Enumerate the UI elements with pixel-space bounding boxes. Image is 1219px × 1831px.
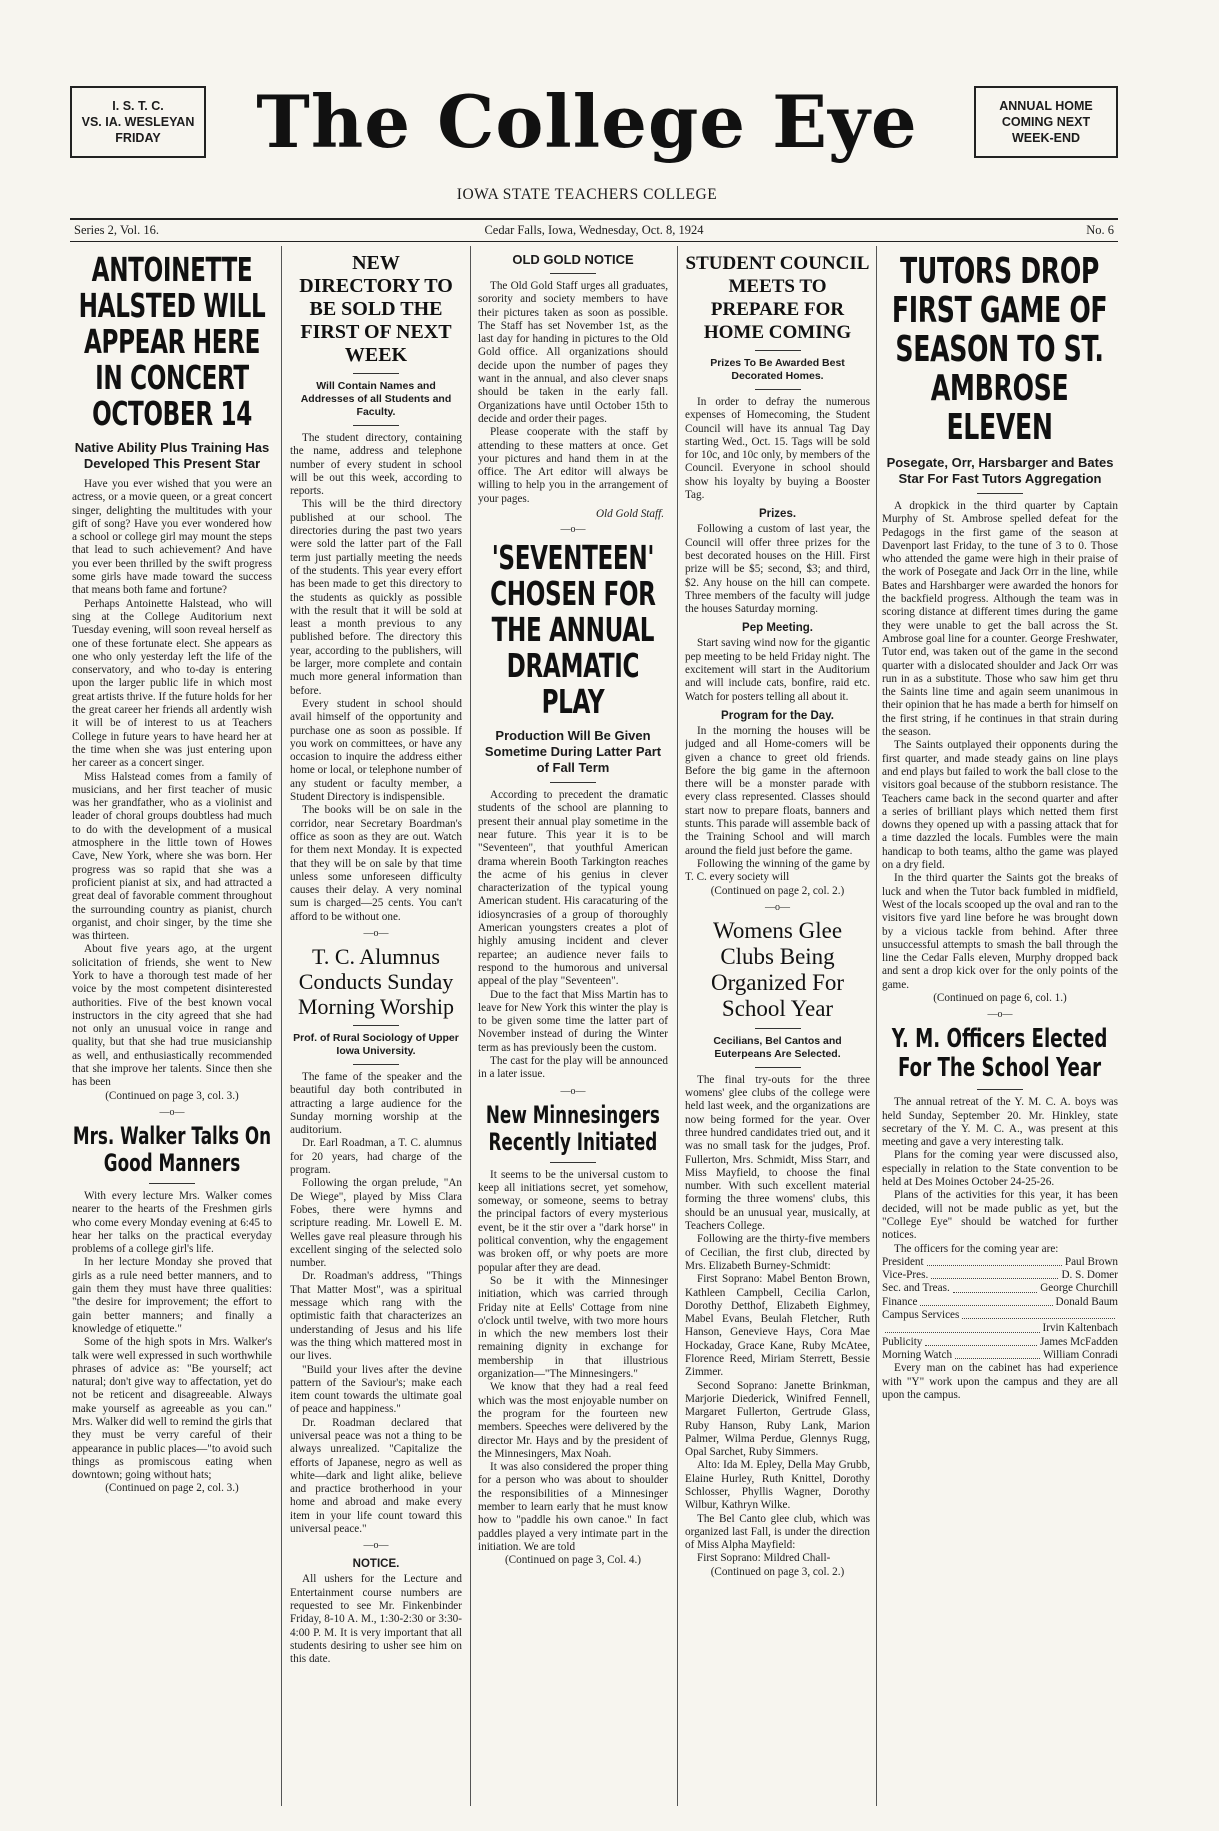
officer-name: D. S. Domer xyxy=(1061,1269,1118,1282)
officer-role: Campus Services xyxy=(882,1309,960,1322)
ymca-paragraph: The officers for the coming year are: xyxy=(894,1242,1059,1255)
tutors-headline: TUTORS DROP FIRST GAME OF SEASON TO ST. AMBROSE ELEVEN xyxy=(892,252,1108,448)
ymca-paragraph: Every man on the cabinet has had experience with "Y" work upon the campus and they are all upon the campus. xyxy=(882,1362,1118,1401)
ymca-closing xyxy=(882,1362,1118,1402)
separator xyxy=(977,493,1023,494)
glee-paragraph: First Soprano: Mildred Chall- xyxy=(697,1552,831,1565)
glee-paragraph: Second Soprano: Janette Brinkman, Marjorie Diederick, Winifred Fennell, Margaret Fullerton, Gertrude Glass, Ruby Hanson, Ruby Lank, Marion Palmer, Wilma Perdue, Glennys Rugg, Opal Sarchet, Ruby Simmers. xyxy=(685,1379,870,1459)
ear-left-line: FRIDAY xyxy=(115,131,161,145)
walker-continued: (Continued on page 2, col. 3.) xyxy=(105,1482,239,1495)
officer-role: Finance xyxy=(882,1295,918,1308)
old-gold-paragraph: The Old Gold Staff urges all graduates, sorority and society members to have their pictures taken as soon as possible. The Staff has set November 1st, as the last day for handing in pictures to the Old Gold office. All organizations should decide upon the number of pages they want in the annual, and also clever snaps should be taken in the early fall. Organizations have until October 15th to decide and order their pages. xyxy=(478,280,668,425)
officer-name: George Churchill xyxy=(1040,1282,1118,1295)
glee-continued: (Continued on page 3, col. 2.) xyxy=(710,1565,845,1578)
separator: —o— xyxy=(987,1009,1013,1021)
column-1 xyxy=(72,252,272,1804)
column-rule xyxy=(876,246,877,1806)
officer-name: Irvin Kaltenbach xyxy=(1042,1322,1118,1335)
ear-box-right xyxy=(974,86,1118,158)
separator xyxy=(977,1089,1023,1090)
officer-row xyxy=(882,1256,1118,1269)
separator xyxy=(353,1025,399,1026)
tutors-paragraph: The Saints outplayed their opponents during the first quarter, and made steady gains on line plays and end plays but failed to work the ball close to the visitors goal because of the stubborn resistance. The Teachers came back in the second quarter and after a series of brilliant plays which netted them first downs they opened up with a passing attack that for a time dazzled the locals. Fumbles were the main handicap to both teams, altho the game was played on a dry field. xyxy=(882,739,1118,872)
alumnus-paragraph: Following the organ prelude, "An De Wiege", played by Miss Clara Fobes, there were hymns and scripture reading. Mr. Lowell E. M. Welles gave real pleasure through his excellent singing of the selected solo number. xyxy=(290,1177,462,1270)
separator xyxy=(550,1162,596,1163)
officer-row xyxy=(882,1296,1118,1309)
officer-role: President xyxy=(882,1255,924,1268)
council-paragraph: Start saving wind now for the gigantic pep meeting to be held Friday night. The excitement will start in the Auditorium and will include cats, bonfire, raid etc. Watch for posters telling all about it. xyxy=(685,637,870,703)
notice-body xyxy=(290,1573,462,1666)
glee-paragraph: Alto: Ida M. Epley, Della May Grubb, Elaine Hurley, Ruth Knittel, Dorothy Schlosser, Phyllis Wagner, Dorothy Wilbur, Kathryn Wilke. xyxy=(685,1459,870,1512)
minnesingers-continued: (Continued on page 3, Col. 4.) xyxy=(504,1554,642,1567)
officer-role: Morning Watch xyxy=(882,1348,953,1361)
council-deck: Prizes To Be Awarded Best Decorated Homes. xyxy=(710,357,845,382)
notice-headline: NOTICE. xyxy=(352,1558,400,1571)
separator xyxy=(353,373,399,374)
seventeen-body xyxy=(478,789,668,1082)
glee-paragraph: Following are the thirty-five members of Cecilian, the first club, directed by Mrs. Elizabeth Burney-Schmidt: xyxy=(685,1233,870,1272)
walker-headline: Mrs. Walker Talks On Good Manners xyxy=(72,1121,272,1177)
council-body xyxy=(685,396,870,898)
old-gold-body xyxy=(478,280,668,506)
alumnus-paragraph: Dr. Earl Roadman, a T. C. alumnus for 20 years, had charge of the program. xyxy=(290,1137,462,1177)
council-paragraph: In the morning the houses will be judged and all Home-comers will be given a chance to greet old friends. Before the big game in the afternoon there will be a monster parade with every class represented. Classes should start now to prepare floats, banners and stunts. This parade will assemble back of the Training School and will march around the field just before the game. xyxy=(685,724,870,857)
glee-paragraph: The Bel Canto glee club, which was organized last Fall, is under the direction of Miss Alpha Mayfield: xyxy=(685,1512,870,1552)
officer-role: Publicity xyxy=(882,1335,923,1348)
ear-left-line: I. S. T. C. xyxy=(112,99,164,113)
walker-paragraph: Some of the high spots in Mrs. Walker's talk were well expressed in such worthwhile phrases of advice as: "Be yourself; act natural; don't give way to affectation, yet do not be reticent and disagreeable. Always make yourself as agreeable as you can." Mrs. Walker did well to remind the girls that they must be verry careful of their appearance in public places—"to avoid such things as promiscous eating when downtown; going without hats; xyxy=(72,1336,272,1482)
issue-date: Cedar Falls, Iowa, Wednesday, Oct. 8, 1924 xyxy=(484,223,704,237)
council-subhead: Program for the Day. xyxy=(721,709,834,722)
directory-paragraph: The books will be on sale in the corridor, near Secretary Boardman's office as soon as they are out. Watch for them next Monday. It is expected that they will be on sale by that time unless some unforeseen difficulty causes their delay. A very nominal sum is charged—25 cents. You can't afford to be without one. xyxy=(290,804,462,923)
column-rule xyxy=(281,246,282,1806)
glee-headline: Womens Glee Clubs Being Organized For School Year xyxy=(710,917,845,1021)
glee-body xyxy=(685,1074,870,1579)
column-3 xyxy=(478,252,668,1804)
seventeen-paragraph: Due to the fact that Miss Martin has to leave for New York this winter the play is to be given some time the latter part of November instead of during the Winter term as has previously been the custom. xyxy=(478,988,668,1054)
separator xyxy=(755,350,801,351)
separator: —o— xyxy=(560,1085,586,1097)
separator: —o— xyxy=(560,524,586,536)
halsted-deck: Native Ability Plus Training Has Developed This Present Star xyxy=(74,440,270,471)
ear-right-line: WEEK-END xyxy=(1011,131,1081,145)
separator xyxy=(353,425,399,426)
minnesingers-paragraph: It seems to be the universal custom to keep all initiations secret, yet somehow, someway, or someone, seems to betray the principal factors of every mysterious event, be it the stir over a "dark horse" in political convention, why the engagement was broken off, or why poets are more popular after they are dead. xyxy=(478,1168,668,1274)
officer-row xyxy=(882,1336,1118,1349)
ymca-headline: Y. M. Officers Elected For The School Year xyxy=(892,1024,1108,1084)
glee-paragraph: The final try-outs for the three womens' glee clubs of the college were held last week, and the organizations are now being formed for the year. Over three hundred candidates tried out, and it was no small task for the judges, Prof. Fullerton, Mrs. Schmidt, Miss Starr, and Miss Mayfield, to choose the final number. With such excellent material forming the three womens' clubs, this should be an unusual year, musically, at Teachers College. xyxy=(685,1073,870,1233)
council-continued: (Continued on page 2, col. 2.) xyxy=(710,884,845,897)
alumnus-paragraph: Dr. Roadman's address, "Things That Matter Most", was a spiritual message which rang with the optimistic faith that characterizes an understanding of Jesus and his life was the thing which mattered most in our lives. xyxy=(290,1270,462,1363)
alumnus-paragraph: "Build your lives after the devine pattern of the Saviour's; make each item count towards the ultimate goal of peace and happiness." xyxy=(290,1363,462,1416)
council-headline: STUDENT COUNCIL MEETS TO PREPARE FOR HOME COMING xyxy=(685,253,870,343)
minnesingers-body xyxy=(478,1169,668,1568)
separator: —o— xyxy=(363,927,389,939)
council-subhead: Pep Meeting. xyxy=(742,622,813,635)
glee-paragraph: First Soprano: Mabel Benton Brown, Kathleen Campbell, Cecilia Carlon, Dorothy Detthof, Elizabeth Eighmey, Mabel Evans, Beulah Fletcher, Ruth Hanson, Genevieve Hays, Cora Mae Hockaday, Grace Kane, Ruby McAtee, Florence Reed, Miriam Sterrett, Bessie Zimmer. xyxy=(685,1273,870,1379)
alumnus-deck: Prof. of Rural Sociology of Upper Iowa University. xyxy=(293,1031,459,1057)
halsted-headline: ANTOINETTE HALSTED WILL APPEAR HERE IN CONCERT OCTOBER 14 xyxy=(78,252,266,433)
directory-paragraph: The student directory, containing the name, address and telephone number of every student in school will be out this week, according to reports. xyxy=(290,432,462,498)
officer-role: Sec. and Treas. xyxy=(882,1282,950,1295)
column-4 xyxy=(685,252,870,1804)
officer-row xyxy=(882,1309,1118,1322)
council-paragraph: In order to defray the numerous expenses of Homecoming, the Student Council will have its annual Tag Day starting Wed., Oct. 15. Tags will be sold for 10c, and 10c only, by members of the Council. Everyone in school should show his loyalty by buying a Booster Tag. xyxy=(685,396,870,502)
halsted-paragraph: Perhaps Antoinette Halstead, who will sing at the College Auditorium next Tuesday evening, will soon reveal herself as one of these fortunate elect. She appears as one who only yesterday left the life of the conservatory, and who to-day is entering upon the larger public life in which most great artists thrive. If the future holds for her the great career her friends all ardently wish it will be of interest to us at Teachers College in future years to have heard her at the time when she was just entering upon her career as a concert singer. xyxy=(72,597,272,770)
newspaper-subtitle: IOWA STATE TEACHERS COLLEGE xyxy=(456,186,718,203)
separator xyxy=(353,1064,399,1065)
masthead-rule-top xyxy=(70,218,1118,220)
officer-role: Vice-Pres. xyxy=(882,1269,929,1282)
ymca-paragraph: Plans for the coming year were discussed also, especially in relation to the State convention to be held at Des Moines October 24-25-26. xyxy=(882,1149,1118,1189)
ymca-paragraph: Plans of the activities for this year, it has been decided, will not be made public as yet, but the "College Eye" should be watched for further notices. xyxy=(882,1189,1118,1242)
walker-paragraph: With every lecture Mrs. Walker comes nearer to the hearts of the Freshmen girls who come every Monday evening at 6:45 to hear her talks on the practical everyday problems of a college girl's life. xyxy=(72,1189,272,1256)
ear-right-line: ANNUAL HOME xyxy=(999,99,1093,113)
alumnus-headline: T. C. Alumnus Conducts Sunday Morning Worship xyxy=(297,943,455,1019)
officer-row xyxy=(882,1322,1118,1335)
officer-row xyxy=(882,1282,1118,1295)
officer-name: James McFadden xyxy=(1040,1335,1118,1348)
separator xyxy=(755,389,801,390)
minnesingers-paragraph: So be it with the Minnesinger initiation, which was carried through Friday nite at Eells' Cottage from nine o'clock until twelve, with two more hours in which the new members lost their remaining dignity in exchange for membership in that illustrious organization—"The Minnesingers." xyxy=(478,1274,668,1381)
column-2 xyxy=(290,252,462,1804)
notice-paragraph: All ushers for the Lecture and Entertainment course numbers are requested to see Mr. Finkenbinder Friday, 8-10 A. M., 1:30-2:30 or 3:30-4:00 P. M. It is very important that all students desiring to usher see him on this date. xyxy=(290,1573,462,1666)
seventeen-headline: 'SEVENTEEN' CHOSEN FOR THE ANNUAL DRAMATIC PLAY xyxy=(490,538,656,722)
council-paragraph: Following the winning of the game by T. C. every society will xyxy=(685,857,870,884)
alumnus-paragraph: The fame of the speaker and the beautiful day both contributed in attracting a large audience for the Sunday morning worship at the auditorium. xyxy=(290,1070,462,1137)
council-subhead: Prizes. xyxy=(758,508,797,521)
officer-row xyxy=(882,1349,1118,1362)
glee-deck: Cecilians, Bel Cantos and Euterpeans Are Selected. xyxy=(713,1034,842,1060)
ear-left-line: VS. IA. WESLEYAN xyxy=(81,115,195,129)
ear-right-line: COMING NEXT xyxy=(1001,115,1091,129)
ear-box-left xyxy=(70,86,206,158)
old-gold-paragraph: Please cooperate with the staff by attending to these matters at once. Get your pictures and hand them in at the office. The Art editor will always be willing to help you in the arrangement of your pages. xyxy=(478,426,668,505)
minnesingers-paragraph: We know that they had a real feed which was the most enjoyable number on the program for the fourteen new members. Speeches were delivered by the director Mr. Hays and by the president of the Minnesingers, Max Noah. xyxy=(478,1381,668,1460)
minnesingers-headline: New Minnesingers Recently Initiated xyxy=(485,1100,661,1156)
column-rule xyxy=(470,246,471,1806)
column-rule xyxy=(677,246,678,1806)
tutors-paragraph: A dropkick in the third quarter by Captain Murphy of St. Ambrose spelled defeat for the Pedagogs in the first game of the season at Davenport last Friday, to the tune of 3 to 0. Those who attended the game were high in their praise of the work of Posegate and Jack Orr in the line, while Bates and Harshbarger were awarded the honors for the backfield progress. Although the team was in scoring distance at different times during the game they were unable to get the ball across the St. Ambrose goal line for a counter. George Freshwater, Tutor end, was taken out of the game in the second quarter with a dislocated shoulder and Jack Orr was run in as a substitute. Those who saw him get thru the Saints line time and again seem unanimous in their opinion that he has made a berth for himself on the first string, if he continues in that strain during the season. xyxy=(882,500,1118,739)
minnesingers-paragraph: It was also considered the proper thing for a person who was about to shoulder the responsibilities of a Minnesinger member to learn early that he must know how to "paddle his own canoe." In fact paddles played a very intimate part in the initiation. We are told xyxy=(478,1461,668,1553)
tutors-continued: (Continued on page 6, col. 1.) xyxy=(933,991,1067,1004)
seventeen-paragraph: According to precedent the dramatic students of the school are planning to present their annual play sometime in the near future. This year it is to be "Seventeen", that youthful American drama wherein Booth Tarkington reaches the acme of his genius in clever characterization of the typical young American student. His caracaturing of the idiosyncrasies of a group of thoroughly American youngsters creates a plot of highly amusing incident and clever repartee; an audience never fails to respond to the humorous and universal appeal of the play "Seventeen". xyxy=(478,789,668,988)
directory-headline: NEW DIRECTORY TO BE SOLD THE FIRST OF NEXT WEEK xyxy=(299,252,453,366)
directory-body xyxy=(290,432,462,924)
officer-name: Paul Brown xyxy=(1064,1255,1118,1268)
column-5 xyxy=(882,252,1118,1804)
directory-deck: Will Contain Names and Addresses of all Students and Faculty. xyxy=(300,380,452,418)
seventeen-deck: Production Will Be Given Sometime During Latter Part of Fall Term xyxy=(484,728,662,776)
ymca-body xyxy=(882,1096,1118,1256)
halsted-paragraph: About five years ago, at the urgent solicitation of friends, she went to New York to have a thorough test made of her voice by the most competent disinterested authorities. Five of the best known vocal instructors in the city agreed that she had not only an unusual voice in range and quality, but that she had true musicianship as well, and enthusiastically recommended that she improve her talents. Since then she has been xyxy=(72,943,272,1089)
walker-body xyxy=(72,1190,272,1496)
halsted-paragraph: Miss Halstead comes from a family of musicians, and her first teacher of music was her grandfather, who as a violinist and leader of choral groups doubtless had much to do with the development of a musical atmosphere in the little town of Howes Cave, New York, where she was born. Her progress was so rapid that she was a proficient pianist at six, and had attracted a great deal of favorable comment throughout the surrounding country as pianist, church organist, and choir singer, by the time she was thirteen. xyxy=(72,770,272,943)
newspaper-title: The College Eye xyxy=(256,79,918,164)
old-gold-headline: OLD GOLD NOTICE xyxy=(512,252,634,267)
halsted-body xyxy=(72,478,272,1103)
separator xyxy=(755,1067,801,1068)
officer-row xyxy=(882,1269,1118,1282)
halsted-continued: (Continued on page 3, col. 3.) xyxy=(105,1089,239,1102)
officer-name: Donald Baum xyxy=(1055,1295,1118,1308)
tutors-deck: Posegate, Orr, Harsbarger and Bates Star For Fast Tutors Aggregation xyxy=(886,455,1114,486)
ymca-paragraph: The annual retreat of the Y. M. C. A. boys was held Sunday, September 20. Mr. Hinkley, state secretary of the Y. M. C. A., was present at this meeting and gave a very interesting talk. xyxy=(882,1096,1118,1149)
separator: —o— xyxy=(765,901,790,913)
separator xyxy=(550,273,596,274)
dateline xyxy=(70,223,1118,239)
seventeen-paragraph: The cast for the play will be announced in a later issue. xyxy=(478,1054,668,1081)
masthead-rule-bottom xyxy=(70,241,1118,242)
separator xyxy=(755,1028,801,1029)
issue-number: No. 6 xyxy=(1086,223,1114,237)
halsted-paragraph: Have you ever wished that you were an actress, or a movie queen, or a great concert singer, delighting the multitudes with your gift of song? Have you ever wondered how a school or college girl may mount the steps that lead to such achievement? And have you ever been thrilled by the swift progress some girls have made toward the success that means both fame and fortune? xyxy=(72,478,272,597)
alumnus-body xyxy=(290,1071,462,1536)
old-gold-signature: Old Gold Staff. xyxy=(595,508,664,521)
council-paragraph: Following a custom of last year, the Council will offer three prizes for the best decorated houses on the Hill. First prize will be $5; second, $3; and third, $2. Any house on the hill can compete. Three members of the faculty will judge the houses Saturday morning. xyxy=(685,523,870,616)
walker-paragraph: In her lecture Monday she proved that girls as a rule need better manners, and to gain them they must have three qualities: "the desire for improvement; the effort to gain better manners; and finally a knowledge of etiquette." xyxy=(72,1256,272,1335)
officer-name: William Conradi xyxy=(1042,1348,1118,1361)
separator: —o— xyxy=(363,1540,389,1552)
alumnus-paragraph: Dr. Roadman declared that universal peace was not a thing to be always unrealized. "Capitalize the efforts of Japanese, negro as well as white—dark and light alike, believe and practice brotherhood in your home and abroad and make every item in your life count toward this universal peace." xyxy=(290,1416,462,1536)
officer-list xyxy=(882,1256,1118,1362)
separator: —o— xyxy=(159,1106,185,1118)
tutors-body xyxy=(882,500,1118,1005)
directory-paragraph: This will be the third directory published at our school. The directories during the past two years were sold the latter part of the Fall term just partially meeting the needs of the students. This year every effort has been made to get this directory to the students as quickly as possible with the result that it will be sold at least a month previous to any published before. The directory this year, according to the publishers, will be larger, more complete and contain much more general information than before. xyxy=(290,498,462,697)
separator xyxy=(550,782,596,783)
series-volume: Series 2, Vol. 16. xyxy=(74,223,159,237)
tutors-paragraph: In the third quarter the Saints got the breaks of luck and when the Tutor back fumbled in midfield, West of the locals scooped up the oval and ran to the visitors five yard line before he was brought down by a vicious tackle from behind. After three unsuccessful attempts to smash the ball through the line the Cedar Falls eleven, Murphy dropped back and sent a drop kick over for the only points of the game. xyxy=(882,872,1118,991)
directory-paragraph: Every student in school should avail himself of the opportunity and purchase one as soon as possible. If you work on committees, or have any occasion to inquire the address either home or local, or telephone number of any student or faculty member, a Student Directory is indispensible. xyxy=(290,697,462,804)
separator xyxy=(149,1183,195,1184)
